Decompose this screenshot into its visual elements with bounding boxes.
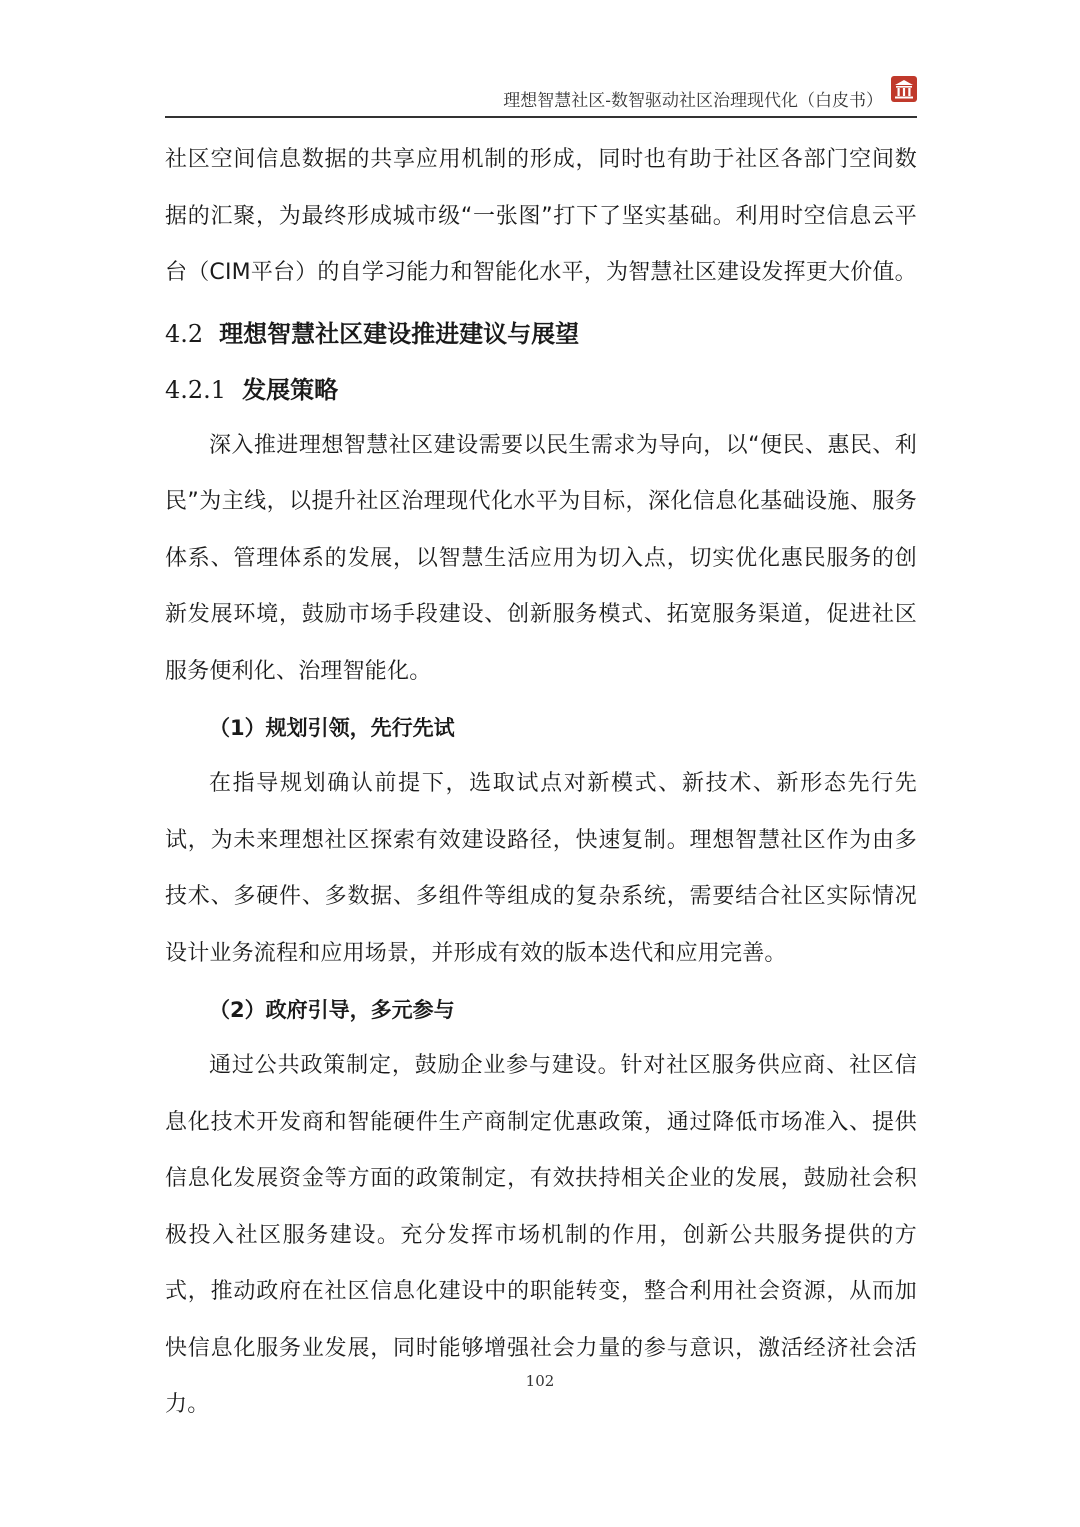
header-divider bbox=[165, 116, 917, 118]
section-title: 理想智慧社区建设推进建议与展望 bbox=[219, 319, 580, 348]
page-number: 102 bbox=[525, 1372, 555, 1390]
page-header bbox=[165, 70, 917, 120]
item-heading-government: （2）政府引导，多元参与 bbox=[209, 998, 455, 1022]
subsection-number: 4.2.1 bbox=[165, 375, 227, 404]
header-title: 理想智慧社区-数智驱动社区治理现代化（白皮书） bbox=[503, 91, 883, 111]
page-content bbox=[165, 132, 917, 1434]
subsection-heading bbox=[165, 362, 917, 418]
section-number: 4.2 bbox=[165, 319, 204, 348]
paragraph-strategy: 深入推进理想智慧社区建设需要以民生需求为导向，以“便民、惠民、利民”为主线，以提升社区治理现代化水平为目标，深化信息化基础设施、服务体系、管理体系的发展，以智慧生活应用为切入点，切实优化惠民服务的创新发展环境，鼓励市场手段建设、创新服务模式、拓宽服务渠道，促进社区服务便利化、治理智能化。 bbox=[165, 432, 917, 684]
building-logo-icon bbox=[891, 76, 917, 102]
paragraph-government: 通过公共政策制定，鼓励企业参与建设。针对社区服务供应商、社区信息化技术开发商和智能硬件生产商制定优惠政策，通过降低市场准入、提供信息化发展资金等方面的政策制定，有效扶持相关企业的发展，鼓励社会积极投入社区服务建设。充分发挥市场机制的作用，创新公共服务提供的方式，推动政府在社区信息化建设中的职能转变，整合利用社会资源，从而加快信息化服务业发展，同时能够增强社会力量的参与意识，激活经济社会活力。 bbox=[165, 1053, 917, 1417]
section-heading bbox=[165, 306, 917, 362]
paragraph-cim-platform: 社区空间信息数据的共享应用机制的形成，同时也有助于社区各部门空间数据的汇聚，为最终形成城市级“一张图”打下了坚实基础。利用时空信息云平台（CIM平台）的自学习能力和智能化水平，为智慧社区建设发挥更大价值。 bbox=[165, 147, 917, 285]
subsection-title: 发展策略 bbox=[242, 375, 339, 404]
item-heading-planning: （1）规划引领，先行先试 bbox=[209, 716, 455, 740]
paragraph-planning: 在指导规划确认前提下，选取试点对新模式、新技术、新形态先行先试，为未来理想社区探索有效建设路径，快速复制。理想智慧社区作为由多技术、多硬件、多数据、多组件等组成的复杂系统，需要结合社区实际情况设计业务流程和应用场景，并形成有效的版本迭代和应用完善。 bbox=[165, 771, 917, 966]
